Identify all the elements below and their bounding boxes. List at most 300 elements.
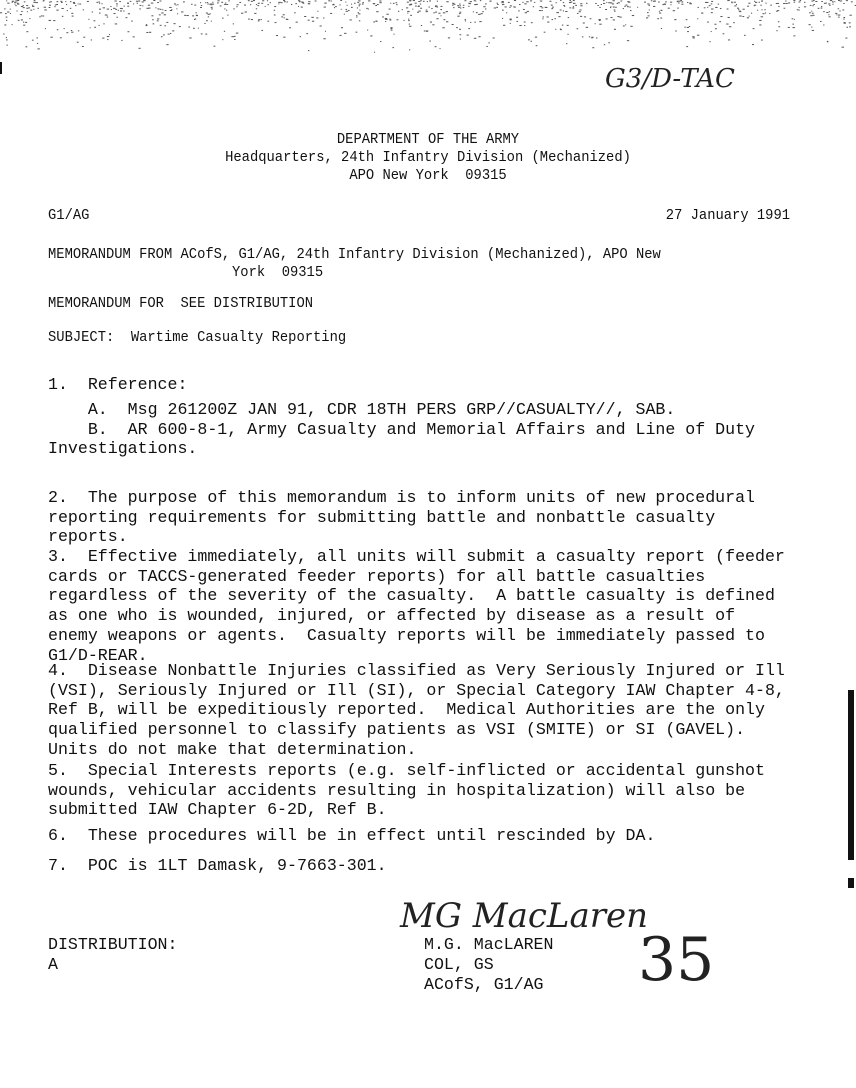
noise-speck (533, 6, 534, 7)
noise-speck (843, 3, 844, 4)
noise-speck (459, 13, 461, 14)
noise-speck (519, 25, 521, 26)
noise-speck (415, 3, 417, 4)
noise-speck (754, 5, 755, 6)
noise-speck (460, 8, 461, 9)
noise-speck (778, 21, 779, 22)
noise-speck (680, 0, 682, 1)
noise-speck (315, 0, 317, 1)
noise-speck (629, 7, 630, 8)
noise-speck (295, 3, 297, 4)
noise-speck (7, 3, 9, 4)
noise-speck (262, 0, 264, 1)
noise-speck (460, 39, 461, 40)
noise-speck (323, 38, 325, 39)
noise-speck (115, 23, 117, 24)
noise-speck (233, 23, 234, 24)
noise-speck (592, 47, 594, 48)
noise-speck (838, 8, 839, 9)
noise-speck (274, 6, 276, 7)
noise-speck (29, 18, 30, 19)
noise-speck (603, 0, 604, 1)
noise-speck (565, 11, 567, 12)
noise-speck (734, 5, 736, 6)
noise-speck (731, 2, 732, 3)
noise-speck (715, 7, 717, 8)
noise-speck (446, 1, 448, 2)
noise-speck (630, 26, 632, 27)
noise-speck (71, 13, 73, 14)
office-symbol: G1/AG (48, 207, 90, 224)
noise-speck (161, 36, 163, 37)
noise-speck (842, 47, 844, 48)
noise-speck (431, 8, 432, 9)
noise-speck (389, 19, 391, 20)
noise-speck (205, 2, 206, 3)
noise-speck (323, 17, 324, 18)
noise-speck (531, 41, 532, 42)
noise-speck (760, 5, 761, 6)
noise-speck (525, 12, 527, 13)
noise-speck (113, 13, 115, 14)
noise-speck (539, 10, 541, 11)
noise-speck (747, 17, 749, 18)
noise-speck (794, 2, 795, 3)
noise-speck (138, 1, 140, 2)
noise-speck (613, 7, 615, 8)
noise-speck (351, 4, 352, 5)
noise-speck (224, 8, 225, 9)
noise-speck (440, 6, 442, 7)
noise-speck (404, 20, 405, 21)
noise-speck (793, 35, 795, 36)
noise-speck (17, 0, 19, 1)
noise-speck (715, 28, 717, 29)
noise-speck (12, 2, 13, 3)
noise-speck (198, 28, 199, 29)
noise-speck (324, 7, 326, 8)
noise-speck (106, 15, 107, 16)
noise-speck (201, 33, 203, 34)
noise-speck (601, 4, 602, 5)
noise-speck (846, 27, 848, 28)
noise-speck (12, 24, 13, 25)
noise-speck (15, 4, 16, 5)
noise-speck (357, 2, 359, 3)
noise-speck (493, 37, 495, 38)
noise-speck (826, 3, 827, 4)
noise-speck (456, 27, 458, 28)
noise-speck (420, 4, 421, 5)
noise-speck (599, 19, 601, 20)
noise-speck (113, 8, 115, 9)
noise-speck (212, 2, 213, 3)
noise-speck (575, 5, 577, 6)
noise-speck (312, 21, 314, 22)
noise-speck (347, 5, 348, 6)
paragraph-3-line: regardless of the severity of the casualty. A battle casualty is defined (48, 586, 775, 606)
noise-speck (0, 12, 2, 13)
noise-speck (436, 6, 438, 7)
noise-speck (109, 34, 110, 35)
noise-speck (573, 6, 574, 7)
noise-speck (599, 7, 600, 8)
noise-speck (222, 39, 223, 40)
noise-speck (614, 11, 615, 12)
noise-speck (107, 39, 108, 40)
noise-speck (71, 30, 72, 31)
noise-speck (170, 33, 171, 34)
noise-speck (579, 9, 581, 10)
noise-speck (239, 2, 241, 3)
noise-speck (217, 2, 219, 3)
noise-speck (800, 0, 801, 1)
noise-speck (56, 1, 58, 2)
noise-speck (157, 20, 159, 21)
noise-speck (261, 3, 263, 4)
noise-speck (27, 11, 28, 12)
noise-speck (131, 21, 133, 22)
letterhead-line-3: APO New York 09315 (349, 167, 507, 184)
noise-speck (483, 6, 485, 7)
noise-speck (821, 1, 823, 2)
noise-speck (57, 29, 59, 30)
noise-speck (120, 10, 122, 11)
noise-speck (91, 39, 92, 40)
noise-speck (206, 13, 208, 14)
noise-speck (231, 36, 233, 37)
noise-speck (478, 36, 480, 37)
noise-speck (665, 1, 667, 2)
noise-speck (435, 12, 437, 13)
noise-speck (832, 1, 833, 2)
noise-speck (121, 40, 122, 41)
noise-speck (261, 19, 262, 20)
noise-speck (407, 13, 408, 14)
noise-speck (481, 13, 483, 14)
noise-speck (827, 41, 828, 42)
noise-speck (127, 6, 129, 7)
noise-speck (657, 18, 659, 19)
noise-speck (408, 20, 410, 21)
noise-speck (753, 28, 755, 29)
noise-speck (704, 7, 706, 8)
noise-speck (555, 29, 556, 30)
noise-speck (647, 12, 649, 13)
noise-speck (765, 13, 766, 14)
noise-speck (83, 9, 84, 10)
noise-speck (497, 4, 498, 5)
noise-speck (191, 4, 192, 5)
noise-speck (373, 21, 375, 22)
noise-speck (258, 19, 260, 20)
noise-speck (116, 3, 118, 4)
noise-speck (214, 46, 216, 47)
noise-speck (234, 36, 236, 37)
noise-speck (164, 25, 166, 26)
noise-speck (463, 5, 464, 6)
noise-speck (415, 6, 417, 7)
noise-speck (632, 15, 634, 16)
noise-speck (270, 2, 271, 3)
noise-speck (33, 2, 35, 3)
noise-speck (324, 3, 325, 4)
noise-speck (563, 2, 564, 3)
noise-speck (828, 3, 830, 4)
noise-speck (284, 1, 286, 2)
noise-speck (181, 11, 183, 12)
noise-speck (501, 2, 503, 3)
noise-speck (759, 24, 761, 25)
noise-speck (435, 6, 436, 7)
noise-speck (628, 2, 630, 3)
noise-speck (77, 42, 79, 43)
noise-speck (654, 1, 656, 2)
noise-speck (709, 5, 711, 6)
noise-speck (72, 16, 74, 17)
noise-speck (116, 17, 117, 18)
noise-speck (470, 22, 471, 23)
noise-speck (485, 8, 486, 9)
noise-speck (274, 14, 276, 15)
noise-speck (409, 0, 411, 1)
noise-speck (541, 10, 543, 11)
noise-speck (172, 30, 174, 31)
noise-speck (728, 39, 730, 40)
noise-speck (510, 23, 511, 24)
noise-speck (143, 0, 145, 1)
noise-speck (502, 1, 504, 2)
noise-speck (228, 0, 230, 1)
noise-speck (673, 10, 675, 11)
noise-speck (658, 2, 660, 3)
noise-speck (176, 5, 177, 6)
noise-speck (67, 10, 68, 11)
noise-speck (420, 8, 422, 9)
noise-speck (711, 31, 712, 32)
noise-speck (7, 45, 8, 46)
noise-speck (630, 10, 631, 11)
noise-speck (20, 14, 22, 15)
noise-speck (423, 1, 425, 2)
noise-speck (547, 22, 549, 23)
noise-speck (623, 8, 624, 9)
noise-speck (333, 4, 334, 5)
noise-speck (849, 22, 851, 23)
noise-speck (174, 23, 176, 24)
noise-speck (693, 37, 695, 38)
noise-speck (475, 0, 477, 1)
noise-speck (810, 5, 812, 6)
noise-speck (177, 4, 178, 5)
noise-speck (558, 16, 560, 17)
noise-speck (514, 0, 516, 1)
noise-speck (809, 12, 811, 13)
noise-speck (739, 11, 741, 12)
noise-speck (330, 13, 332, 14)
noise-speck (127, 3, 129, 4)
noise-speck (258, 3, 260, 4)
noise-speck (843, 19, 844, 20)
noise-speck (78, 30, 79, 31)
noise-speck (26, 5, 28, 6)
noise-speck (762, 9, 763, 10)
noise-speck (590, 18, 592, 19)
noise-speck (4, 8, 5, 9)
noise-speck (366, 8, 368, 9)
noise-speck (331, 1, 332, 2)
noise-speck (584, 16, 586, 17)
paragraph-4-line: 4. Disease Nonbattle Injuries classified as Very Seriously Injured or Ill (48, 661, 785, 680)
noise-speck (195, 12, 196, 13)
noise-speck (265, 6, 266, 7)
noise-speck (792, 24, 794, 25)
noise-speck (110, 6, 111, 7)
noise-speck (220, 5, 222, 6)
noise-speck (168, 34, 170, 35)
noise-speck (508, 2, 510, 3)
noise-speck (518, 10, 519, 11)
noise-speck (476, 4, 477, 5)
noise-speck (798, 1, 800, 2)
noise-speck (743, 9, 745, 10)
noise-speck (99, 3, 100, 4)
noise-speck (224, 31, 225, 32)
noise-speck (23, 5, 24, 6)
noise-speck (6, 0, 7, 1)
noise-speck (613, 19, 615, 20)
noise-speck (843, 17, 845, 18)
noise-speck (468, 6, 469, 7)
noise-speck (459, 12, 461, 13)
noise-speck (759, 20, 761, 21)
noise-speck (278, 2, 280, 3)
noise-speck (754, 1, 755, 2)
noise-speck (368, 8, 369, 9)
noise-speck (160, 9, 162, 10)
noise-speck (797, 9, 799, 10)
noise-speck (157, 2, 159, 3)
noise-speck (599, 24, 601, 25)
noise-speck (122, 8, 123, 9)
noise-speck (316, 17, 318, 18)
noise-speck (625, 5, 627, 6)
noise-speck (569, 0, 571, 1)
noise-speck (428, 7, 429, 8)
paragraph-1-line: A. Msg 261200Z JAN 91, CDR 18TH PERS GRP//CASUALTY//, SAB. (48, 400, 676, 419)
noise-speck (684, 27, 685, 28)
noise-speck (177, 13, 178, 14)
noise-speck (34, 0, 36, 1)
noise-speck (560, 29, 561, 30)
noise-speck (358, 12, 359, 13)
noise-speck (751, 13, 752, 14)
paragraph-1-line: B. AR 600-8-1, Army Casualty and Memorial Affairs and Line of Duty (48, 419, 756, 439)
noise-speck (610, 7, 611, 8)
noise-speck (354, 3, 356, 4)
noise-speck (506, 12, 507, 13)
noise-speck (851, 1, 853, 2)
noise-speck (448, 37, 450, 38)
noise-speck (723, 33, 725, 34)
noise-speck (39, 16, 40, 17)
noise-speck (308, 1, 310, 2)
noise-speck (531, 22, 533, 23)
noise-speck (579, 11, 581, 12)
noise-speck (798, 10, 799, 11)
noise-speck (37, 43, 38, 44)
noise-speck (577, 28, 579, 29)
signature-name: M.G. MacLAREN (424, 935, 554, 954)
noise-speck (17, 4, 19, 5)
noise-speck (153, 23, 155, 24)
noise-speck (409, 49, 410, 50)
noise-speck (32, 6, 34, 7)
noise-speck (544, 32, 546, 33)
noise-speck (742, 16, 744, 17)
noise-speck (597, 5, 598, 6)
noise-speck (412, 9, 413, 10)
noise-speck (394, 34, 395, 35)
noise-speck (340, 4, 341, 5)
noise-speck (720, 8, 721, 9)
noise-speck (435, 46, 437, 47)
paragraph-5-line: 5. Special Interests reports (e.g. self-inflicted or accidental gunshot (48, 761, 765, 780)
noise-speck (345, 9, 347, 10)
noise-speck (470, 1, 472, 2)
noise-speck (359, 10, 360, 11)
noise-speck (267, 21, 269, 22)
noise-speck (344, 33, 346, 34)
noise-speck (615, 7, 617, 8)
noise-speck (505, 6, 507, 7)
noise-speck (662, 4, 664, 5)
noise-speck (102, 3, 103, 4)
noise-speck (289, 27, 290, 28)
noise-speck (241, 13, 243, 14)
noise-speck (16, 10, 17, 11)
noise-speck (128, 31, 130, 32)
noise-speck (647, 3, 649, 4)
noise-speck (474, 0, 475, 1)
noise-speck (563, 5, 565, 6)
noise-speck (200, 7, 202, 8)
noise-speck (283, 37, 285, 38)
noise-speck (26, 8, 28, 9)
noise-speck (426, 10, 428, 11)
noise-speck (274, 10, 275, 11)
noise-speck (473, 11, 474, 12)
noise-speck (761, 1, 762, 2)
noise-speck (783, 3, 785, 4)
noise-speck (707, 22, 709, 23)
noise-speck (459, 29, 461, 30)
noise-speck (107, 17, 109, 18)
noise-speck (159, 14, 161, 15)
paragraph-3-line: G1/D-REAR. (48, 645, 148, 665)
noise-speck (580, 3, 582, 4)
noise-speck (572, 8, 574, 9)
noise-speck (166, 44, 168, 45)
noise-speck (709, 41, 710, 42)
noise-speck (49, 20, 51, 21)
paragraph-3-line: enemy weapons or agents. Casualty reports will be immediately passed to (48, 625, 765, 645)
noise-speck (275, 22, 277, 23)
noise-speck (606, 2, 607, 3)
noise-speck (99, 9, 101, 10)
noise-speck (427, 1, 428, 2)
noise-speck (463, 7, 465, 8)
